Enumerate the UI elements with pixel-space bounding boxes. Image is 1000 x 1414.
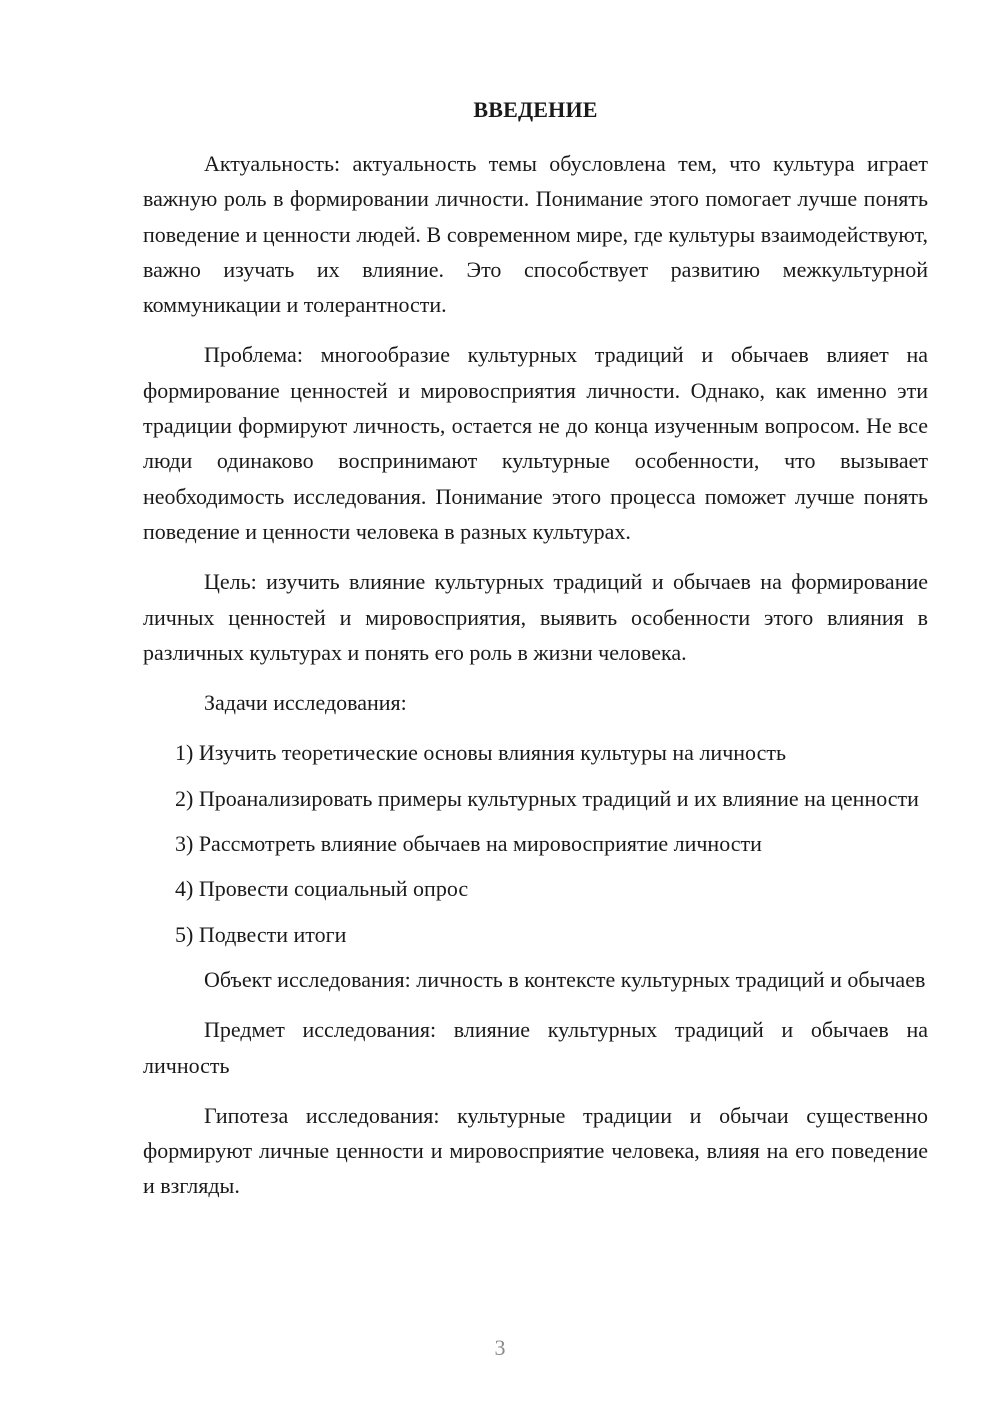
problem-paragraph: Проблема: многообразие культурных традиций и обычаев влияет на формирование ценностей и мировосприятия личности. Однако, как именно эти традиции формируют личность, остается не до конца изученным вопросом. Не все люди одинаково воспринимают культурные особенности, что вызывает необходимость исследования. Понимание этого процесса поможет лучше понять поведение и ценности человека в разных культурах. xyxy=(143,342,928,544)
task-item-4: 4) Провести социальный опрос xyxy=(175,876,469,902)
page-number: 3 xyxy=(494,1335,506,1360)
relevance-paragraph: Актуальность: актуальность темы обусловлена тем, что культура играет важную роль в формировании личности. Понимание этого помогает лучше понять поведение и ценности людей. В современном мире, где культуры взаимодействуют, важно изучать их влияние. Это способствует развитию межкультурной коммуникации и толерантности. xyxy=(143,151,928,318)
task-item-2: 2) Проанализировать примеры культурных традиций и их влияние на ценности xyxy=(175,785,919,811)
task-item-5: 5) Подвести итоги xyxy=(175,921,347,947)
task-item-3: 3) Рассмотреть влияние обычаев на мировосприятие личности xyxy=(175,831,762,857)
research-subject-paragraph: Предмет исследования: влияние культурных традиций и обычаев на личность xyxy=(143,1017,928,1078)
goal-paragraph: Цель: изучить влияние культурных традиций и обычаев на формирование личных ценностей и мировосприятия, выявить особенности этого влияния в различных культурах и понять его роль в жизни человека. xyxy=(143,569,928,665)
page-content xyxy=(143,92,928,1219)
tasks-heading: Задачи исследования: xyxy=(204,690,407,716)
page-title: ВВЕДЕНИЕ xyxy=(473,97,598,122)
task-item-1: 1) Изучить теоретические основы влияния культуры на личность xyxy=(175,740,786,766)
research-object-paragraph: Объект исследования: личность в контексте культурных традиций и обычаев xyxy=(204,966,926,992)
research-hypothesis-paragraph: Гипотеза исследования: культурные традиции и обычаи существенно формируют личные ценности и мировосприятие человека, влияя на его поведение и взгляды. xyxy=(143,1102,928,1199)
